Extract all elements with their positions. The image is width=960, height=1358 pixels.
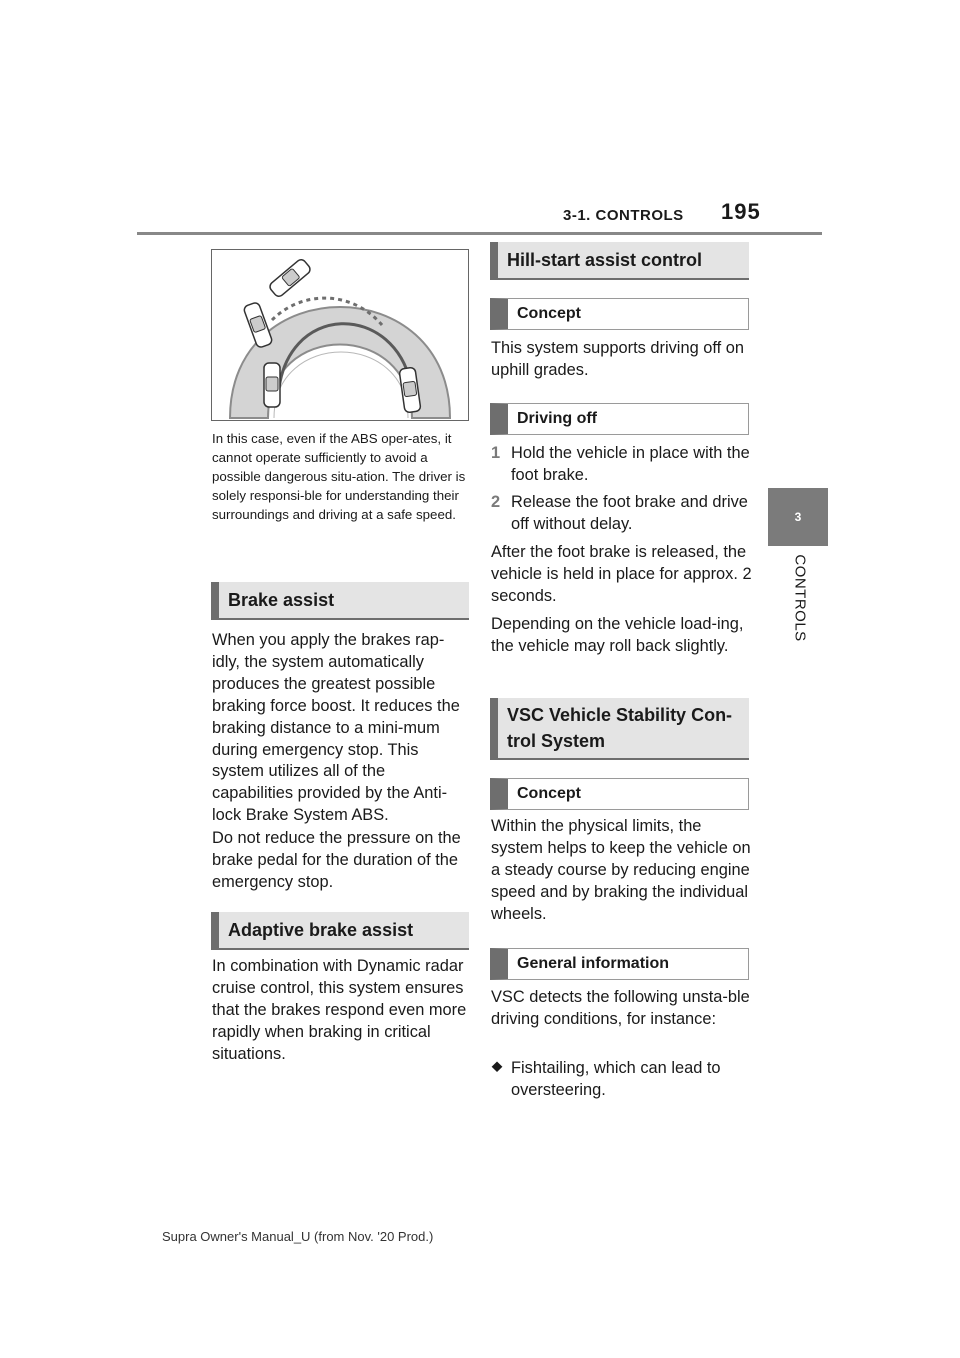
vsc-general-text: VSC detects the following unsta-ble driving conditions, for instance: bbox=[491, 988, 750, 1028]
section-title: 3-1. CONTROLS bbox=[563, 207, 684, 224]
brake-assist-paragraph-1: When you apply the brakes rap-idly, the system automatically produces the greatest possible braking force boost. It reduces the braking distance to a mini-mum during emergency stop. This system utilizes all of the capabilities provided by the Anti-lock Brake System ABS. bbox=[212, 631, 460, 825]
hill-start-concept-text: This system supports driving off on uphill grades. bbox=[491, 339, 744, 379]
page-number: 195 bbox=[721, 199, 761, 224]
hill-start-paragraph-2: Depending on the vehicle load-ing, the vehicle may roll back slightly. bbox=[491, 615, 744, 655]
heading-vsc: VSC Vehicle Stability Con-trol System bbox=[490, 698, 749, 760]
header-divider bbox=[137, 232, 822, 235]
footer-text: Supra Owner's Manual_U (from Nov. '20 Prod.) bbox=[162, 1229, 434, 1244]
list-item bbox=[491, 492, 753, 536]
subheading-concept: Concept bbox=[490, 298, 749, 330]
figure-caption: In this case, even if the ABS oper-ates, it cannot operate sufficiently to avoid a possible dangerous situ-ation. The driver is solely responsi-ble for understanding their surroundings and driving at a safe speed. bbox=[212, 431, 466, 522]
subheading-vsc-concept: Concept bbox=[490, 778, 749, 810]
chapter-number: 3 bbox=[794, 510, 802, 524]
heading-brake-assist: Brake assist bbox=[211, 582, 469, 620]
bullet-icon: ⯁ bbox=[491, 1060, 504, 1077]
bullet-text: Fishtailing, which can lead to oversteering. bbox=[511, 1059, 721, 1099]
heading-hill-start: Hill-start assist control bbox=[490, 242, 749, 280]
car-skidding-on-curve-illustration bbox=[212, 250, 468, 420]
chapter-tab bbox=[768, 488, 828, 546]
list-item bbox=[491, 443, 753, 487]
adaptive-brake-assist-paragraph: In combination with Dynamic radar cruise control, this system ensures that the brakes respond even more rapidly when braking in critical situations. bbox=[212, 957, 467, 1063]
car-skidding-figure bbox=[211, 249, 469, 421]
step-text: Hold the vehicle in place with the foot brake. bbox=[511, 444, 750, 484]
step-text: Release the foot brake and drive off without delay. bbox=[511, 493, 748, 533]
step-number: 2 bbox=[491, 493, 501, 511]
subheading-driving-off: Driving off bbox=[490, 403, 749, 435]
list-item bbox=[491, 1058, 753, 1102]
car-icon bbox=[264, 363, 280, 407]
step-number: 1 bbox=[491, 444, 501, 462]
subheading-general-information: General information bbox=[490, 948, 749, 980]
chapter-label: CONTROLS bbox=[791, 554, 809, 642]
hill-start-paragraph-1: After the foot brake is released, the vehicle is held in place for approx. 2 seconds. bbox=[491, 543, 752, 605]
heading-adaptive-brake-assist: Adaptive brake assist bbox=[211, 912, 469, 950]
vsc-concept-text: Within the physical limits, the system helps to keep the vehicle on a steady course by reducing engine speed and by braking the individual wheels. bbox=[491, 817, 751, 923]
brake-assist-paragraph-2: Do not reduce the pressure on the brake pedal for the duration of the emergency stop. bbox=[212, 829, 461, 891]
